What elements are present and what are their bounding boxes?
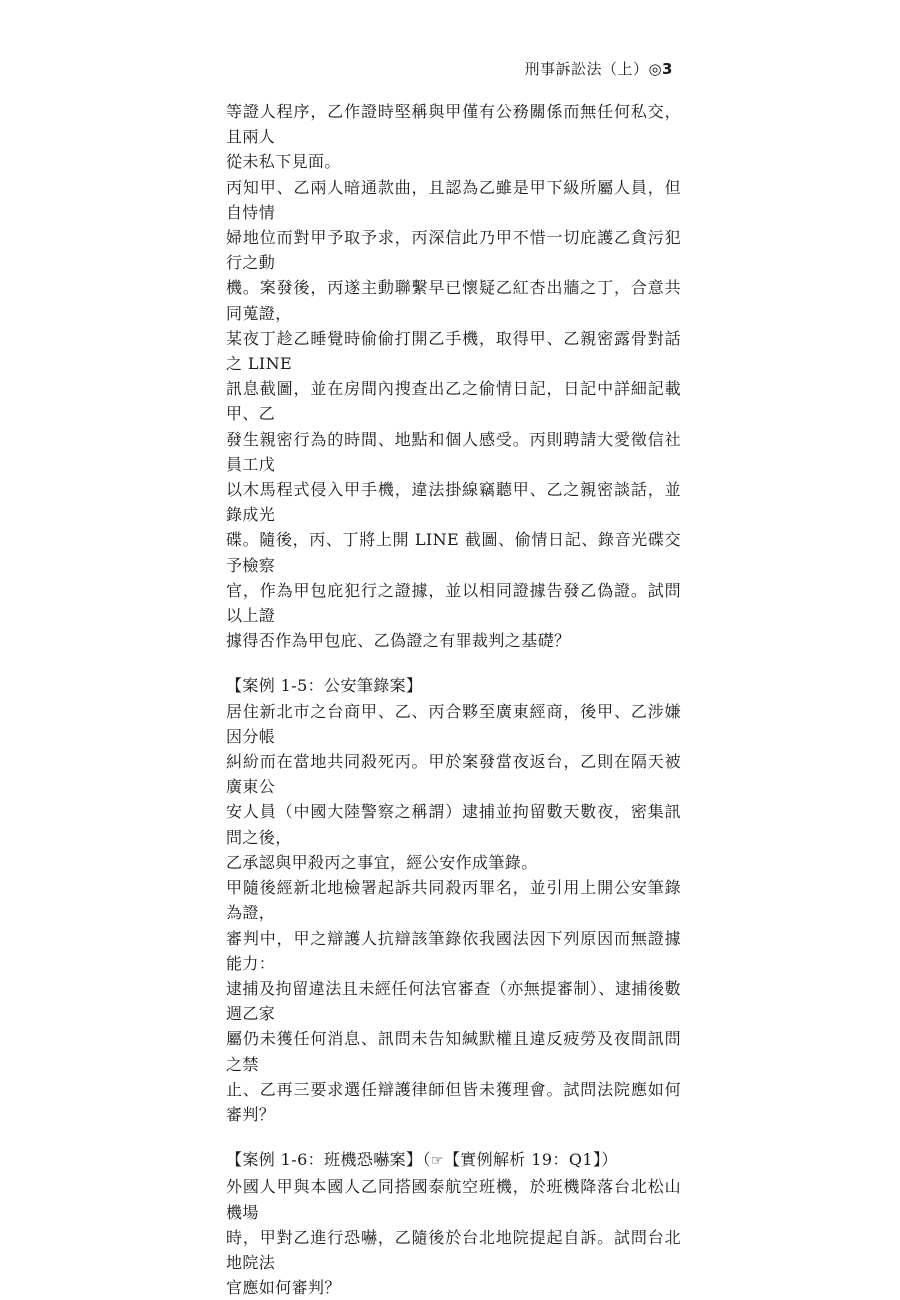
text-line: 據得否作為甲包庇、乙偽證之有罪裁判之基礎？: [226, 631, 571, 651]
text-line: 機。案發後，丙遂主動聯繫早已懷疑乙紅杏出牆之丁，合意共同蒐證，: [226, 278, 681, 323]
text-line: 外國人甲與本國人乙同搭國泰航空班機，於班機降落台北松山機場: [226, 1177, 681, 1222]
text-line: 訊息截圖，並在房間內搜查出乙之偷情日記，日記中詳細記載甲、乙: [226, 379, 681, 424]
pointing-hand-icon: ☞: [430, 1153, 444, 1170]
reference-close-paren: ）: [601, 1150, 618, 1170]
text-line: 從未私下見面。: [226, 152, 341, 172]
paragraph-bing-knows: [226, 175, 681, 654]
text-line: 發生親密行為的時間、地點和個人感受。丙則聘請大愛徵信社員工戊: [226, 429, 681, 474]
text-line: 審判中，甲之辯護人抗辯該筆錄依我國法因下列原因而無證據能力：: [226, 928, 681, 973]
text-line: 官，作為甲包庇犯行之證據，並以相同證據告發乙偽證。試問以上證: [226, 580, 681, 626]
text-line: 安人員（中國大陸警察之稱謂）逮捕並拘留數天數夜，密集訊問之後，: [226, 802, 681, 847]
text-line: 糾紛而在當地共同殺死丙。甲於案發當夜返台，乙則在隔天被廣東公: [226, 752, 681, 797]
case-1-6-heading: [226, 1147, 681, 1174]
text-line: 居住新北市之台商甲、乙、丙合夥至廣東經商，後甲、乙涉嫌因分帳: [226, 701, 681, 746]
section-gap: [226, 653, 681, 673]
text-line: 丙知甲、乙兩人暗通款曲，且認為乙雖是甲下級所屬人員，但自恃情: [226, 177, 681, 222]
cross-reference: 【實例解析 19：Q1】: [443, 1150, 602, 1170]
running-header: [524, 58, 673, 79]
text-line: 官應如何審判？: [226, 1278, 341, 1298]
case-1-5-question: [226, 875, 681, 1127]
text-line: 止、乙再三要求選任辯護律師但皆未獲理會。試問法院應如何審判？: [226, 1079, 681, 1124]
page-number: ◎3: [648, 60, 673, 78]
running-title: 刑事訴訟法（上）: [524, 60, 649, 78]
text-line: 乙承認與甲殺丙之事宜，經公安作成筆錄。: [226, 852, 538, 872]
case-1-5-facts: [226, 699, 681, 875]
text-line: 婦地位而對甲予取予求，丙深信此乃甲不惜一切庇護乙貪污犯行之動: [226, 228, 681, 273]
case-1-6-facts: [226, 1174, 681, 1300]
text-line: 時，甲對乙進行恐嚇，乙隨後於台北地院提起自訴。試問台北地院法: [226, 1227, 681, 1272]
text-line: 某夜丁趁乙睡覺時偷偷打開乙手機，取得甲、乙親密露骨對話之 LINE: [226, 328, 681, 374]
text-line: 以木馬程式侵入甲手機，違法掛線竊聽甲、乙之親密談話，並錄成光: [226, 480, 681, 525]
text-line: 甲隨後經新北地檢署起訴共同殺丙罪名，並引用上開公安筆錄為證，: [226, 878, 681, 923]
case-1-5-heading: 【案例 1-5：公安筆錄案】: [226, 676, 423, 696]
section-gap: [226, 1127, 681, 1147]
case-1-6-title: 【案例 1-6：班機恐嚇案】: [226, 1150, 423, 1170]
continuation-paragraph: [226, 99, 681, 175]
text-line: 逮捕及拘留違法且未經任何法官審查（亦無提審制）、逮捕後數週乙家: [226, 978, 681, 1024]
text-line: 碟。隨後，丙、丁將上開 LINE 截圖、偷情日記、錄音光碟交予檢察: [226, 530, 681, 575]
text-line: 屬仍未獲任何消息、訊問未告知緘默權且違反疲勞及夜間訊問之禁: [226, 1029, 681, 1074]
text-line: 等證人程序，乙作證時堅稱與甲僅有公務關係而無任何私交，且兩人: [226, 102, 681, 147]
page-body: [226, 99, 681, 1300]
reference-open-paren: （: [422, 1150, 431, 1170]
